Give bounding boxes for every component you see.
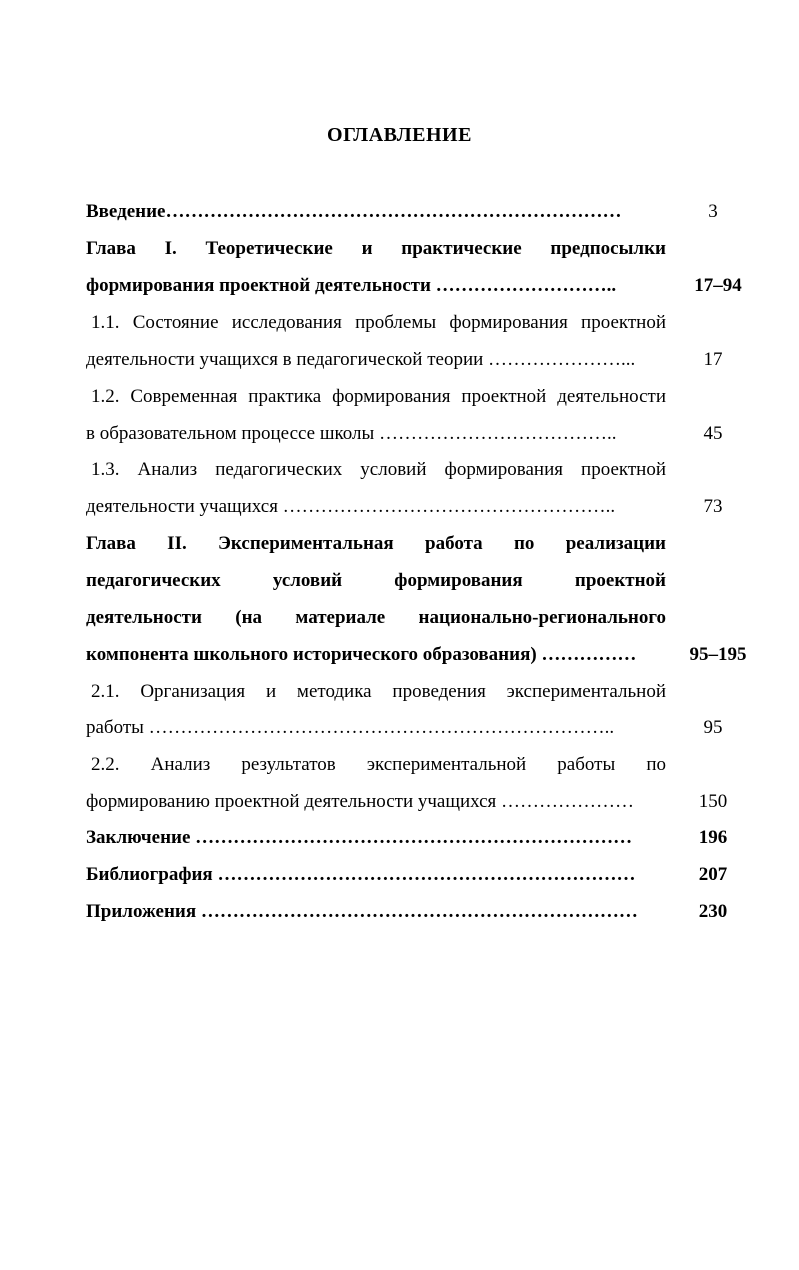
- toc-page-intro: 3: [708, 201, 718, 222]
- toc-entry-section-2-1-line2: работы ………………………………………………………………..: [86, 717, 615, 738]
- toc-entry-section-1-2-line2: в образовательном процессе школы ………………………………..: [86, 423, 617, 444]
- page-title: ОГЛАВЛЕНИЕ: [327, 124, 472, 146]
- toc-entry-section-1-1-line1: 1.1. Состояние исследования проблемы формирования проектной: [91, 312, 666, 333]
- toc-page-bibliography: 207: [698, 864, 728, 885]
- toc-page-chapter2: 95–195: [689, 644, 747, 665]
- toc-entry-section-1-3-line1: 1.3. Анализ педагогических условий формирования проектной: [91, 459, 666, 480]
- toc-page-section-1-3: 73: [703, 496, 723, 517]
- toc-entry-chapter1-line2: формирования проектной деятельности ………………………..: [86, 275, 617, 296]
- toc-page-section-1-2: 45: [703, 423, 723, 444]
- toc-entry-chapter2-line4: компонента школьного исторического образования) ……………: [86, 644, 637, 665]
- toc-page-section-1-1: 17: [703, 349, 723, 370]
- toc-entry-section-1-1-line2: деятельности учащихся в педагогической теории …………………...: [86, 349, 636, 370]
- toc-entry-section-1-3-line2: деятельности учащихся ……………………………………………..: [86, 496, 616, 517]
- toc-entry-bibliography: Библиография …………………………………………………………: [86, 864, 636, 885]
- toc-entry-chapter1-line1: Глава I. Теоретические и практические предпосылки: [86, 238, 666, 259]
- toc-page-section-2-1: 95: [703, 717, 723, 738]
- toc-page-conclusion: 196: [698, 827, 728, 848]
- toc-entry-chapter2-line2: педагогических условий формирования проектной: [86, 570, 666, 591]
- toc-entry-chapter2-line1: Глава II. Экспериментальная работа по реализации: [86, 533, 666, 554]
- toc-page-appendices: 230: [698, 901, 728, 922]
- toc-entry-section-1-2-line1: 1.2. Современная практика формирования проектной деятельности: [91, 386, 666, 407]
- toc-page-section-2-2: 150: [698, 791, 728, 812]
- toc-entry-section-2-2-line2: формированию проектной деятельности учащихся …………………: [86, 791, 635, 812]
- toc-entry-section-2-1-line1: 2.1. Организация и методика проведения экспериментальной: [91, 681, 666, 702]
- toc-entry-conclusion: Заключение ……………………………………………………………: [86, 827, 633, 848]
- toc-entry-chapter2-line3: деятельности (на материале национально-регионального: [86, 607, 666, 628]
- toc-entry-section-2-2-line1: 2.2. Анализ результатов экспериментальной работы по: [91, 754, 666, 775]
- toc-entry-appendices: Приложения ……………………………………………………………: [86, 901, 638, 922]
- toc-entry-intro: Введение………………………………………………………………: [86, 201, 622, 222]
- toc-page-chapter1: 17–94: [694, 275, 742, 296]
